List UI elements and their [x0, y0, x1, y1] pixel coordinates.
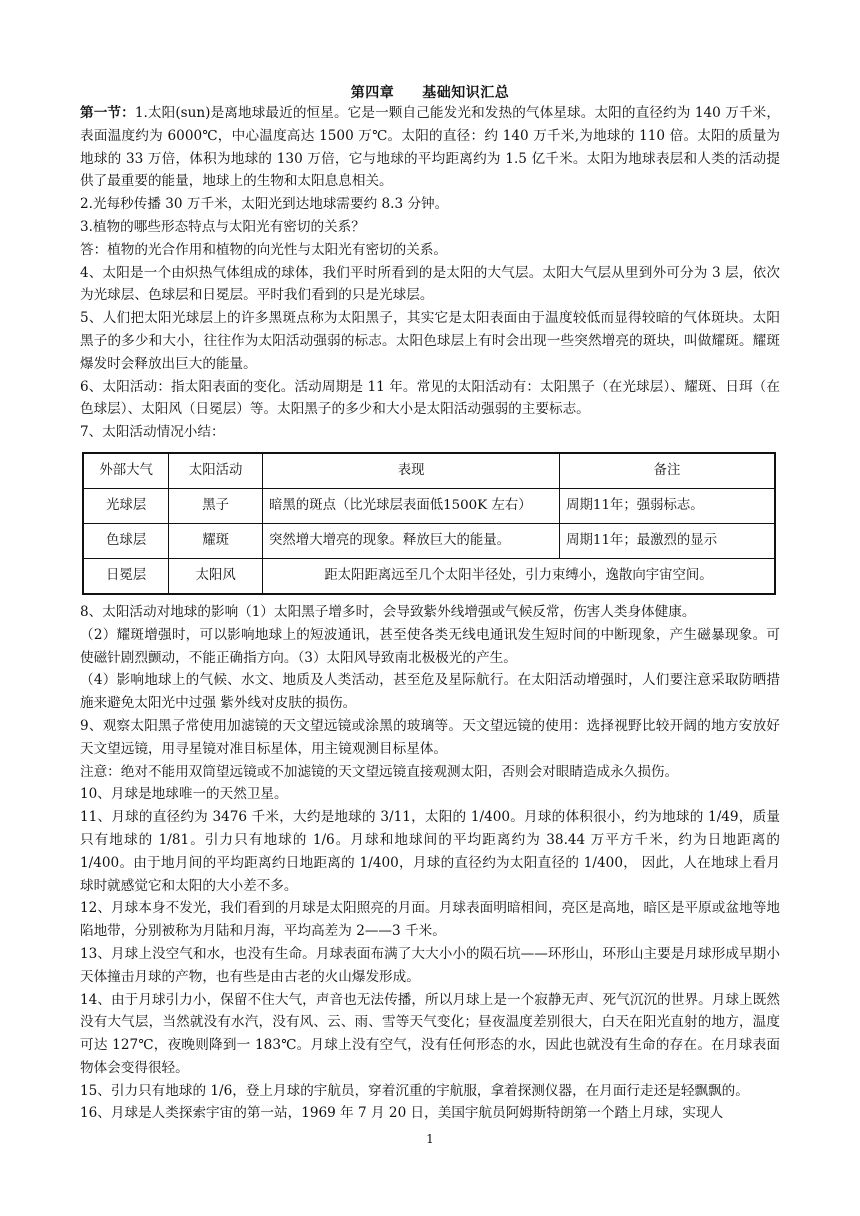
paragraph-16: 16、月球是人类探索宇宙的第一站，1969 年 7 月 20 日，美国宇航员阿姆斯特朗第一个踏上月球，实现人 [80, 1105, 724, 1122]
paragraph-1-text: 1.太阳(sun)是离地球最近的恒星。它是一颗自己能发光和发热的气体星球。太阳的直径约为 140 万千米，表面温度约为 6000℃，中心温度高达 1500 万℃。太阳的直径：约 140 万千米,为地球的 110 倍。太阳的质量为地球的 33 万倍，体积为地球的 130 万倍，它与地球的平均距离约为 1.5 亿千米。太阳为地球表层和人类的活动提供了最重要的能量，地球上的生物和太阳息息相关。 [80, 105, 780, 190]
chapter-title [0, 82, 860, 102]
table-row [83, 488, 775, 523]
paragraph-9-note: 注意：绝对不能用双筒望远镜或不加滤镜的天文望远镜直接观测太阳，否则会对眼睛造成永久损伤。 [80, 763, 679, 780]
table-row [83, 558, 775, 594]
table-header: 外部大气 [83, 453, 169, 489]
table-cell: 周期11年；强弱标志。 [560, 488, 775, 523]
paragraph-3: 3.植物的哪些形态特点与太阳光有密切的关系？ [80, 218, 365, 235]
paragraph-14: 14、由于月球引力小，保留不住大气，声音也无法传播，所以月球上是一个寂静无声、死气沉沉的世界。月球上既然没有大气层，当然就没有水汽，没有风、云、雨、雪等天气变化；昼夜温度差别很大，白天在阳光直射的地方，温度可达 127℃，夜晚则降到一 183℃。月球上没有空气，没有任何形态的水，因此也就没有生命的存在。在月球表面物体会变得很轻。 [80, 991, 780, 1076]
chapter-name: 基础知识汇总 [422, 85, 510, 101]
paragraph-8: 8、太阳活动对地球的影响（1）太阳黑子增多时，会导致紫外线增强或气候反常，伤害人类身体健康。 [80, 603, 696, 620]
paragraph-13: 13、月球上没空气和水，也没有生命。月球表面布满了大大小小的陨石坑——环形山，环形山主要是月球形成早期小天体撞击月球的产物，也有些是由古老的火山爆发形成。 [80, 945, 780, 985]
paragraph-6: 6、太阳活动：指太阳表面的变化。活动周期是 11 年。常见的太阳活动有：太阳黑子（在光球层）、耀斑、日珥（在色球层）、太阳风（日冕层）等。太阳黑子的多少和大小是太阳活动强弱的主要标志。 [80, 378, 780, 418]
table-cell: 色球层 [83, 523, 169, 558]
paragraph-7: 7、太阳活动情况小结： [80, 424, 225, 441]
paragraph-2: 2.光每秒传播 30 万千米，太阳光到达地球需要约 8.3 分钟。 [80, 196, 449, 213]
table-row [83, 523, 775, 558]
document-body [80, 102, 780, 1125]
table-cell: 日冕层 [83, 558, 169, 594]
table-cell: 太阳风 [169, 558, 263, 594]
paragraph-3-answer: 答：植物的光合作用和植物的向光性与太阳光有密切的关系。 [80, 241, 448, 258]
table-header: 表现 [263, 453, 560, 489]
paragraph-12: 12、月球本身不发光，我们看到的月球是太阳照亮的月面。月球表面明暗相间，亮区是高地，暗区是平原或盆地等地陷地带，分别被称为月陆和月海，平均高差为 2——3 千米。 [80, 900, 780, 940]
chapter-number: 第四章 [350, 85, 395, 101]
table-cell: 耀斑 [169, 523, 263, 558]
paragraph-1 [80, 102, 780, 193]
table-header: 备注 [560, 453, 775, 489]
table-cell: 黑子 [169, 488, 263, 523]
table-header-row [83, 453, 775, 489]
paragraph-10: 10、月球是地球唯一的天然卫星。 [80, 786, 288, 803]
page-number: 1 [426, 1132, 434, 1146]
table-header: 太阳活动 [169, 453, 263, 489]
table-cell: 光球层 [83, 488, 169, 523]
solar-activity-table [82, 452, 776, 595]
table-cell-merged: 距太阳距离远至几个太阳半径处，引力束缚小，逸散向宇宙空间。 [263, 558, 775, 594]
paragraph-15: 15、引力只有地球的 1/6，登上月球的宇航员，穿着沉重的宇航服，拿着探测仪器，在月面行走还是轻飘飘的。 [80, 1082, 749, 1099]
paragraph-8-part3: （4）影响地球上的气候、水文、地质及人类活动，甚至危及星际航行。在太阳活动增强时，人们要注意采取防晒措施来避免太阳光中过强 紫外线对皮肤的损伤。 [80, 672, 780, 712]
paragraph-5: 5、人们把太阳光球层上的许多黑斑点称为太阳黑子，其实它是太阳表面由于温度较低而显得较暗的气体斑块。太阳黑子的多少和大小，往往作为太阳活动强弱的标志。太阳色球层上有时会出现一些突然增亮的斑块，叫做耀斑。耀斑爆发时会释放出巨大的能量。 [80, 310, 780, 372]
table-cell: 暗黑的斑点（比光球层表面低1500K 左右） [263, 488, 560, 523]
paragraph-9: 9、观察太阳黑子常使用加滤镜的天文望远镜或涂黑的玻璃等。天文望远镜的使用：选择视野比较开阔的地方安放好天文望远镜，用寻星镜对准目标星体，用主镜观测目标星体。 [80, 717, 780, 757]
paragraph-8-part2: （2）耀斑增强时，可以影响地球上的短波通讯，甚至使各类无线电通讯发生短时间的中断现象，产生磁暴现象。可使磁针剧烈颤动，不能正确指方向。（3）太阳风导致南北极极光的产生。 [80, 626, 780, 666]
paragraph-4: 4、太阳是一个由炽热气体组成的球体，我们平时所看到的是太阳的大气层。太阳大气层从里到外可分为 3 层，依次为光球层、色球层和日冕层。平时我们看到的只是光球层。 [80, 264, 780, 304]
paragraph-11: 11、月球的直径约为 3476 千米，大约是地球的 3/11，太阳的 1/400。月球的体积很小，约为地球的 1/49，质量只有地球的 1/81。引力只有地球的 1/6。月球和地球间的平均距离约为 38.44 万平方千米，约为日地距离的 1/400。由于地月间的平均距离约日地距离的 1/400，月球的直径约为太阳直径的 1/400， 因此，人在地球上看月球时就感觉它和太阳的大小差不多。 [80, 809, 780, 894]
section-label: 第一节： [80, 105, 135, 121]
table-cell: 周期11年；最激烈的显示 [560, 523, 775, 558]
table-cell: 突然增大增亮的现象。释放巨大的能量。 [263, 523, 560, 558]
